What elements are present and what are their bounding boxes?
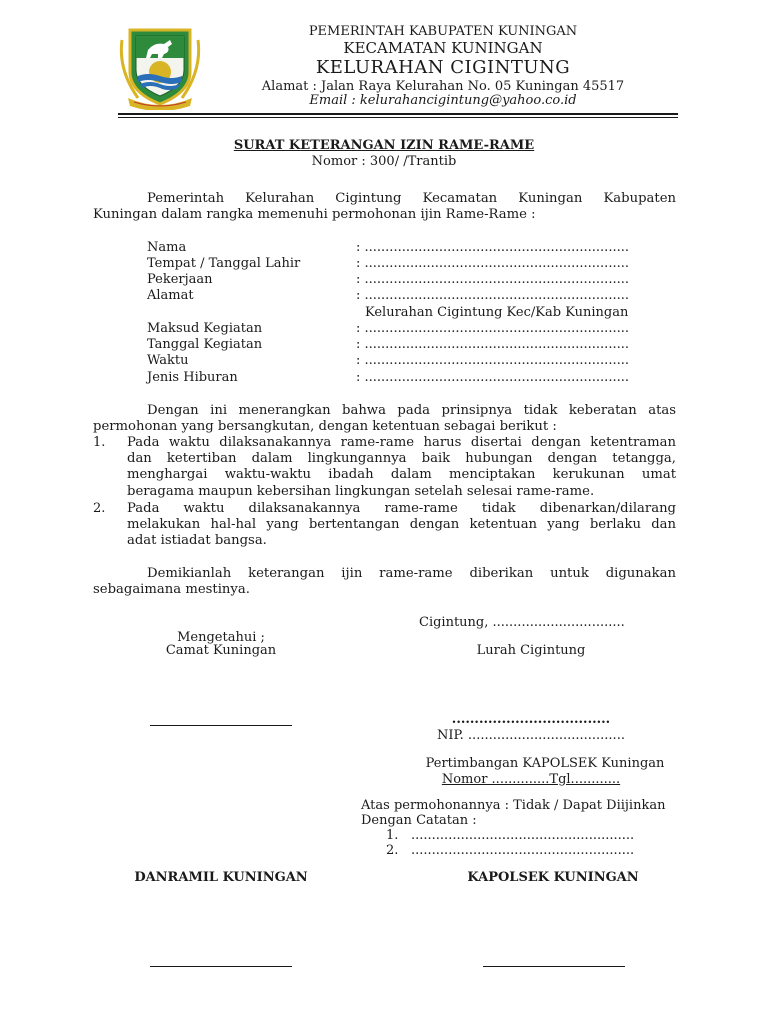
condition-number: 1. xyxy=(93,435,106,450)
kapolsek-title: KAPOLSEK KUNINGAN xyxy=(467,870,639,885)
camat-signature-line xyxy=(150,725,292,726)
letterhead-rule xyxy=(118,113,678,115)
statement-line: permohonan yang bersangkutan, dengan ketentuan sebagai berikut : xyxy=(93,419,557,434)
intro-line: Pemerintah Kelurahan Cigintung Kecamatan Kuningan Kabupaten xyxy=(147,191,676,206)
condition-line: beragama maupun kebersihan lingkungan setelah selesai rame-rame. xyxy=(127,484,595,499)
field-label: Pekerjaan xyxy=(147,272,213,287)
condition-number: 2. xyxy=(93,501,106,516)
condition-line: menghargai waktu-waktu ibadah dalam menciptakan kerukunan umat xyxy=(127,467,676,482)
place-date: Cigintung, ................................ xyxy=(419,615,625,630)
condition-line: Pada waktu dilaksanakannya rame-rame harus disertai dengan ketentraman xyxy=(127,435,676,450)
condition-line: melakukan hal-hal yang bertentangan dengan ketentuan yang berlaku dan xyxy=(127,517,676,532)
letter-title: SURAT KETERANGAN IZIN RAME-RAME xyxy=(233,138,535,153)
statement-line: Dengan ini menerangkan bahwa pada prinsipnya tidak keberatan atas xyxy=(147,403,676,418)
district-title: KECAMATAN KUNINGAN xyxy=(343,39,543,57)
field-label: Jenis Hiburan xyxy=(147,370,238,385)
field-label: Alamat xyxy=(147,288,194,303)
office-address: Alamat : Jalan Raya Kelurahan No. 05 Kuningan 45517 xyxy=(261,79,625,94)
condition-line: Pada waktu dilaksanakannya rame-rame tidak dibenarkan/dilarang xyxy=(127,501,676,516)
condition-line: adat istiadat bangsa. xyxy=(127,533,267,548)
field-label: Waktu xyxy=(147,353,189,368)
field-value: : ................................................................ xyxy=(356,272,629,287)
acknowledged-label: Mengetahui ; xyxy=(177,630,265,645)
field-value: : ................................................................ xyxy=(356,370,629,385)
kapolsek-signature-line xyxy=(483,966,625,967)
field-value: : ................................................................ xyxy=(356,337,629,352)
field-value: : ................................................................ xyxy=(356,353,629,368)
danramil-title: DANRAMIL KUNINGAN xyxy=(134,870,308,885)
request-result: Atas permohonannya : Tidak / Dapat Diijinkan xyxy=(361,798,666,813)
letterhead-rule-thin xyxy=(118,117,678,118)
kapolsek-number: Nomor ..............Tgl............ xyxy=(441,772,621,787)
field-value: : ................................................................ xyxy=(356,256,629,271)
field-label: Nama xyxy=(147,240,187,255)
lurah-name-placeholder: ................................... xyxy=(451,712,611,727)
intro-line: Kuningan dalam rangka memenuhi permohonan ijin Rame-Rame : xyxy=(93,207,536,222)
camat-title: Camat Kuningan xyxy=(165,643,277,658)
notes-label: Dengan Catatan : xyxy=(361,813,477,828)
gov-title-line: PEMERINTAH KABUPATEN KUNINGAN xyxy=(308,24,578,39)
field-label: Tempat / Tanggal Lahir xyxy=(147,256,301,271)
field-value: : ................................................................ xyxy=(356,321,629,336)
note-number: 1. xyxy=(386,828,399,843)
lurah-title: Lurah Cigintung xyxy=(476,643,586,658)
lurah-nip: NIP. ...................................... xyxy=(437,728,625,743)
kapolsek-consideration: Pertimbangan KAPOLSEK Kuningan xyxy=(425,756,665,771)
field-value: : ................................................................ xyxy=(356,240,629,255)
condition-line: dan ketertiban dalam lingkungannya baik hubungan dengan tetangga, xyxy=(127,451,676,466)
danramil-signature-line xyxy=(150,966,292,967)
note-number: 2. xyxy=(386,843,399,858)
note-line: ...................................................... xyxy=(411,843,635,858)
office-email: Email : kelurahancigintung@yahoo.co.id xyxy=(309,93,577,108)
field-value: Kelurahan Cigintung Kec/Kab Kuningan xyxy=(365,305,629,320)
note-line: ...................................................... xyxy=(411,828,635,843)
field-value: : ................................................................ xyxy=(356,288,629,303)
village-title: KELURAHAN CIGINTUNG xyxy=(315,57,571,78)
kuningan-regency-emblem xyxy=(118,20,202,110)
field-label: Tanggal Kegiatan xyxy=(147,337,263,352)
letter-number: Nomor : 300/ /Trantib xyxy=(311,154,457,169)
closing-line: sebagaimana mestinya. xyxy=(93,582,250,597)
field-label: Maksud Kegiatan xyxy=(147,321,263,336)
closing-line: Demikianlah keterangan ijin rame-rame diberikan untuk digunakan xyxy=(147,566,676,581)
